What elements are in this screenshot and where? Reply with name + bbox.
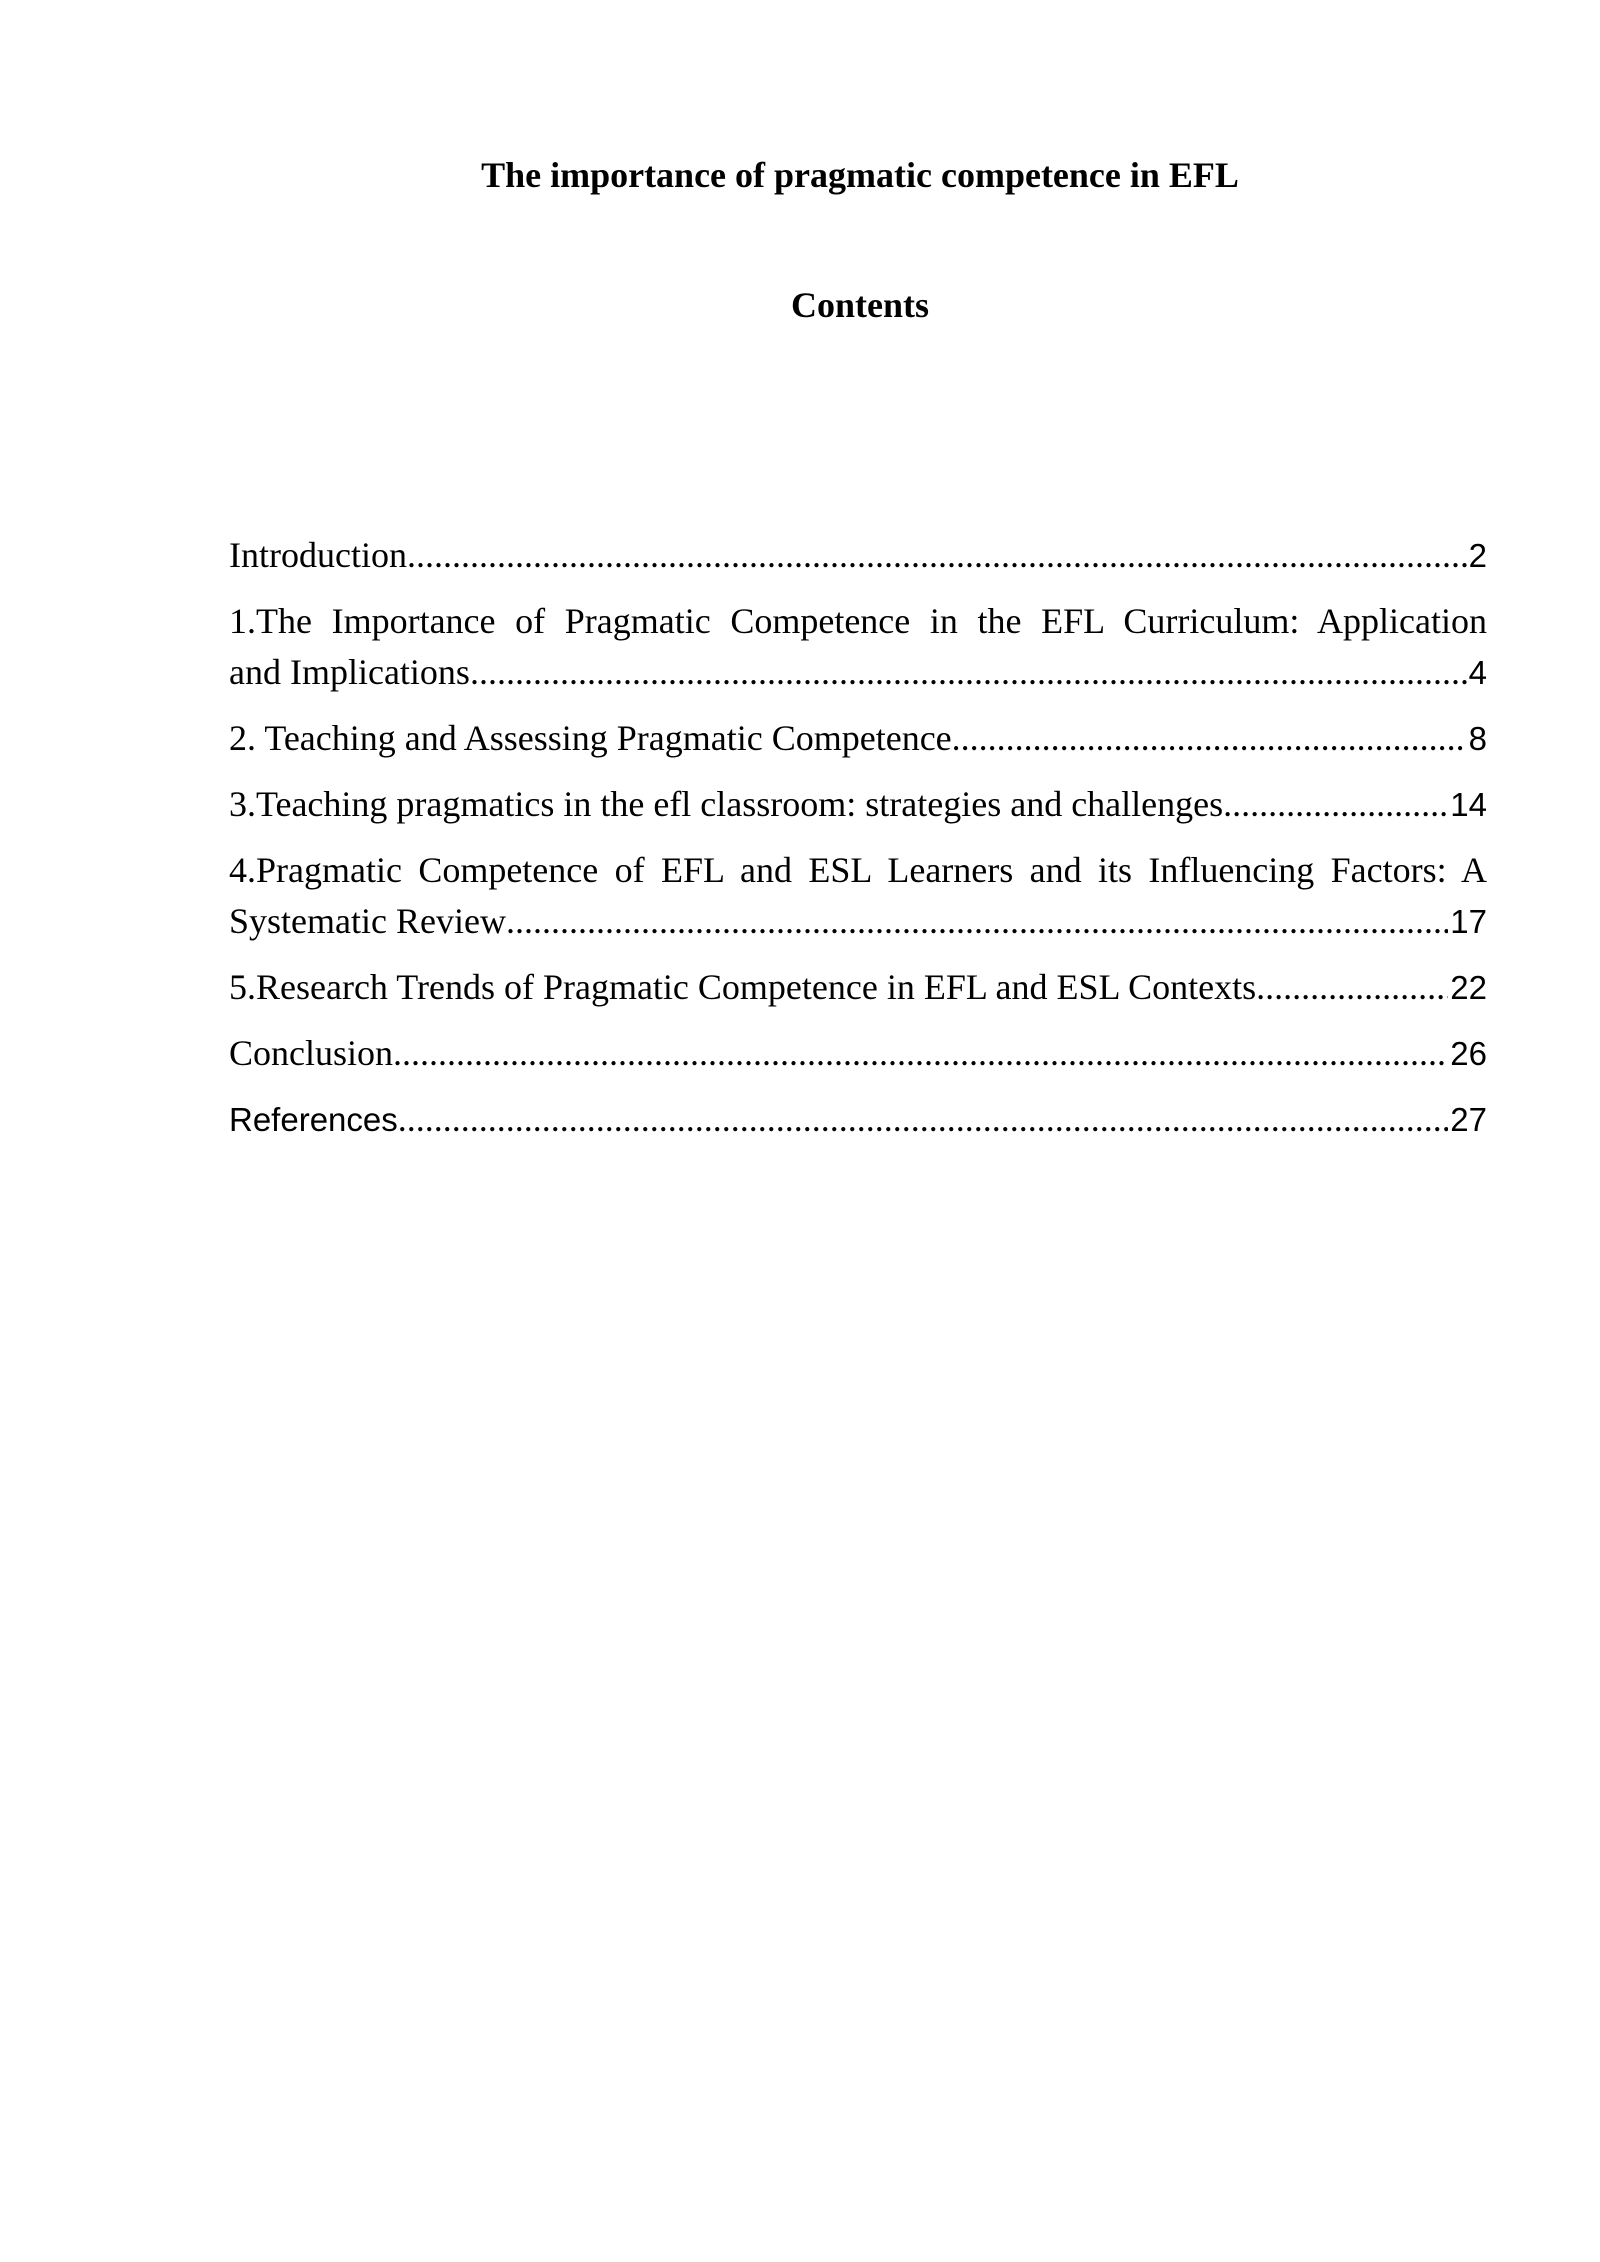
toc-entry-section-4[interactable] bbox=[229, 845, 1487, 947]
toc-entry-section-2[interactable] bbox=[229, 713, 1487, 764]
toc-entry-references[interactable] bbox=[229, 1094, 1487, 1145]
toc-entry-text-line1: 4.Pragmatic Competence of EFL and ESL Learners and its Influencing Factors: A bbox=[229, 850, 1487, 890]
toc-page-number: 14 bbox=[1450, 786, 1487, 823]
toc-entry-text: Introduction bbox=[229, 535, 407, 575]
toc-entry-text: Conclusion bbox=[229, 1033, 394, 1073]
toc-leader-dots bbox=[407, 530, 1467, 581]
toc-entry-section-1[interactable] bbox=[229, 596, 1487, 698]
contents-heading: Contents bbox=[790, 285, 929, 325]
table-of-contents bbox=[229, 530, 1487, 1160]
toc-entry-text-line1: 1.The Importance of Pragmatic Competence in the EFL Curriculum: Application bbox=[229, 601, 1487, 641]
toc-entry-section-3[interactable] bbox=[229, 779, 1487, 830]
toc-entry-text: Systematic Review bbox=[229, 901, 506, 941]
toc-leader-dots bbox=[398, 1094, 1449, 1145]
toc-entry-text: 2. Teaching and Assessing Pragmatic Competence bbox=[229, 718, 952, 758]
toc-page-number: 8 bbox=[1468, 720, 1487, 757]
toc-page-number: 4 bbox=[1468, 654, 1487, 691]
toc-leader-dots bbox=[1256, 962, 1448, 1013]
toc-leader-dots bbox=[952, 713, 1467, 764]
toc-leader-dots bbox=[1223, 779, 1448, 830]
toc-page-number: 22 bbox=[1450, 969, 1487, 1006]
toc-entry-text: and Implications bbox=[229, 652, 470, 692]
document-title: The importance of pragmatic competence in EFL bbox=[481, 155, 1239, 195]
toc-leader-dots bbox=[506, 896, 1448, 947]
toc-entry-text: 3.Teaching pragmatics in the efl classroom: strategies and challenges bbox=[229, 784, 1224, 824]
toc-page-number: 17 bbox=[1450, 903, 1487, 940]
toc-page-number: 2 bbox=[1468, 537, 1487, 574]
toc-page-number: 26 bbox=[1450, 1035, 1487, 1072]
toc-entry-text: 5.Research Trends of Pragmatic Competence in EFL and ESL Contexts bbox=[229, 967, 1257, 1007]
toc-page-number: 27 bbox=[1450, 1101, 1487, 1138]
toc-entry-text: References bbox=[229, 1101, 398, 1138]
toc-entry-section-5[interactable] bbox=[229, 962, 1487, 1013]
toc-leader-dots bbox=[393, 1028, 1448, 1079]
toc-entry-conclusion[interactable] bbox=[229, 1028, 1487, 1079]
toc-entry-introduction[interactable] bbox=[229, 530, 1487, 581]
toc-leader-dots bbox=[470, 647, 1467, 698]
